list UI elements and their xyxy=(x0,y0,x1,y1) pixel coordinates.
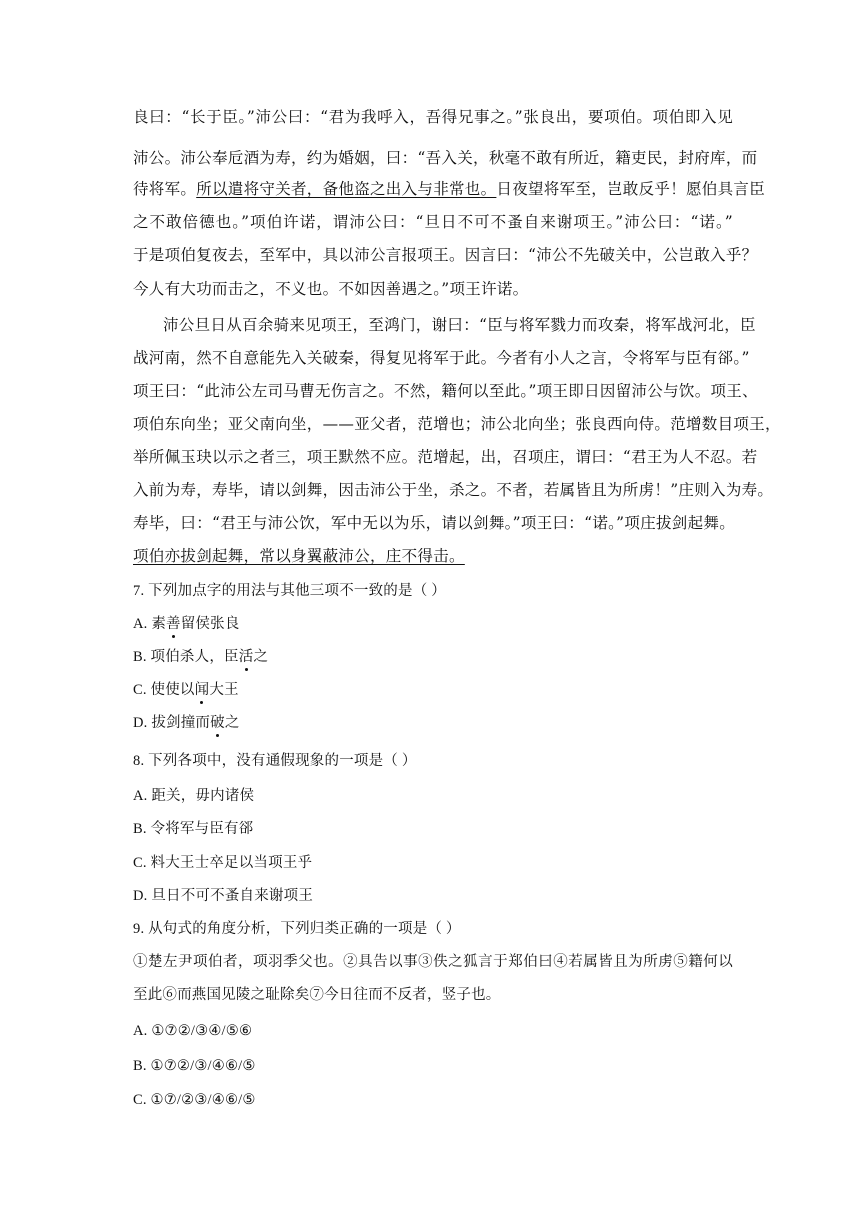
option-text: 大王 xyxy=(209,682,239,698)
option-text: 之 xyxy=(253,649,269,665)
passage-line: 沛公。沛公奉卮酒为寿，约为婚姻，曰：“吾入关，秋毫不敢有所近，籍吏民，封府库，而 xyxy=(133,149,758,167)
passage-text: 日夜望将军至，岂敢反乎！愿伯具言臣 xyxy=(496,180,766,198)
question-9-option-a: A. ①⑦②/③④/⑤⑥ xyxy=(133,1023,253,1039)
question-7-option-a xyxy=(133,614,240,634)
question-7-option-c xyxy=(133,680,239,700)
question-9-items: ①楚左尹项伯者，项羽季父也。②具告以事③佚之狐言于郑伯曰④若属皆且为所虏⑤籍何以 xyxy=(133,954,733,970)
option-text: B. 项伯杀人，臣 xyxy=(133,649,239,665)
question-7-option-b xyxy=(133,647,268,667)
passage-line: 寿毕，曰：“君王与沛公饮，军中无以为乐，请以剑舞。”项王曰：“诺。”项庄拔剑起舞。 xyxy=(133,514,735,532)
option-text: C. 使使以 xyxy=(133,682,195,698)
question-8-option-b: B. 令将军与臣有郤 xyxy=(133,821,254,837)
question-9-option-b: B. ①⑦②/③/④⑥/⑤ xyxy=(133,1058,256,1074)
option-text: D. 拔剑撞而 xyxy=(133,715,211,731)
question-9-stem: 9. 从句式的角度分析，下列归类正确的一项是（ ） xyxy=(133,921,461,937)
underlined-sentence: 项伯亦拔剑起舞，常以身翼蔽沛公，庄不得击。 xyxy=(133,547,465,565)
passage-line: 举所佩玉玦以示之者三，项王默然不应。范增起，出，召项庄，谓曰：“君王为人不忍。若 xyxy=(133,448,758,466)
dotted-character: 闻 xyxy=(194,682,210,698)
dotted-character: 善 xyxy=(166,616,181,632)
passage-line: 于是项伯复夜去，至军中，具以沛公言报项王。因言曰：“沛公不先破关中，公岂敢入乎？ xyxy=(133,246,758,264)
passage-line: 之不敢倍德也。”项伯许诺，谓沛公曰：“旦日不可不蚤自来谢项王。”沛公曰：“诺。” xyxy=(133,213,733,231)
question-8-option-c: C. 料大王士卒足以当项王乎 xyxy=(133,855,313,871)
question-7-stem: 7. 下列加点字的用法与其他三项不一致的是（ ） xyxy=(133,583,446,599)
option-text: A. 素 xyxy=(133,616,167,632)
passage-text: 待将军。 xyxy=(133,180,197,198)
question-8-stem: 8. 下列各项中，没有通假现象的一项是（ ） xyxy=(133,753,417,769)
question-7-option-d xyxy=(133,713,240,733)
question-9-option-c: C. ①⑦/②③/④⑥/⑤ xyxy=(133,1092,256,1108)
option-text: 之 xyxy=(224,715,240,731)
passage-line: 良曰：“长于臣。”沛公曰：“君为我呼入，吾得兄事之。”张良出，要项伯。项伯即入见 xyxy=(133,108,733,126)
passage-line: 项伯东向坐；亚父南向坐，——亚父者，范增也；沛公北向坐；张良西向侍。范增数目项王， xyxy=(133,415,781,433)
question-9-items: 至此⑥而燕国见陵之耻除矣⑦今日往而不反者，竖子也。 xyxy=(133,987,501,1003)
passage-line: 沛公旦日从百余骑来见项王，至鸿门，谢曰：“臣与将军戮力而攻秦，将军战河北，臣 xyxy=(163,316,756,334)
passage-line xyxy=(133,178,766,200)
question-8-option-d: D. 旦日不可不蚤自来谢项王 xyxy=(133,888,314,904)
passage-line: 今人有大功而击之，不义也。不如因善遇之。”项王许诺。 xyxy=(133,280,529,298)
passage-line: 战河南，然不自意能先入关破秦，得复见将军于此。今者有小人之言，令将军与臣有郤。” xyxy=(133,349,750,367)
passage-line: 项王曰：“此沛公左司马曹无伤言之。不然，籍何以至此。”项王即日因留沛公与饮。项王、 xyxy=(133,382,758,400)
question-8-option-a: A. 距关，毋内诸侯 xyxy=(133,788,255,804)
dotted-character: 活 xyxy=(238,649,254,665)
passage-line: 入前为寿，寿毕，请以剑舞，因击沛公于坐，杀之。不者，若属皆且为所虏！”庄则入为寿。 xyxy=(133,481,774,499)
underlined-sentence: 所以遣将守关者，备他盗之出入与非常也。 xyxy=(196,180,497,198)
option-text: 留侯张良 xyxy=(180,616,240,632)
dotted-character: 破 xyxy=(210,715,225,731)
